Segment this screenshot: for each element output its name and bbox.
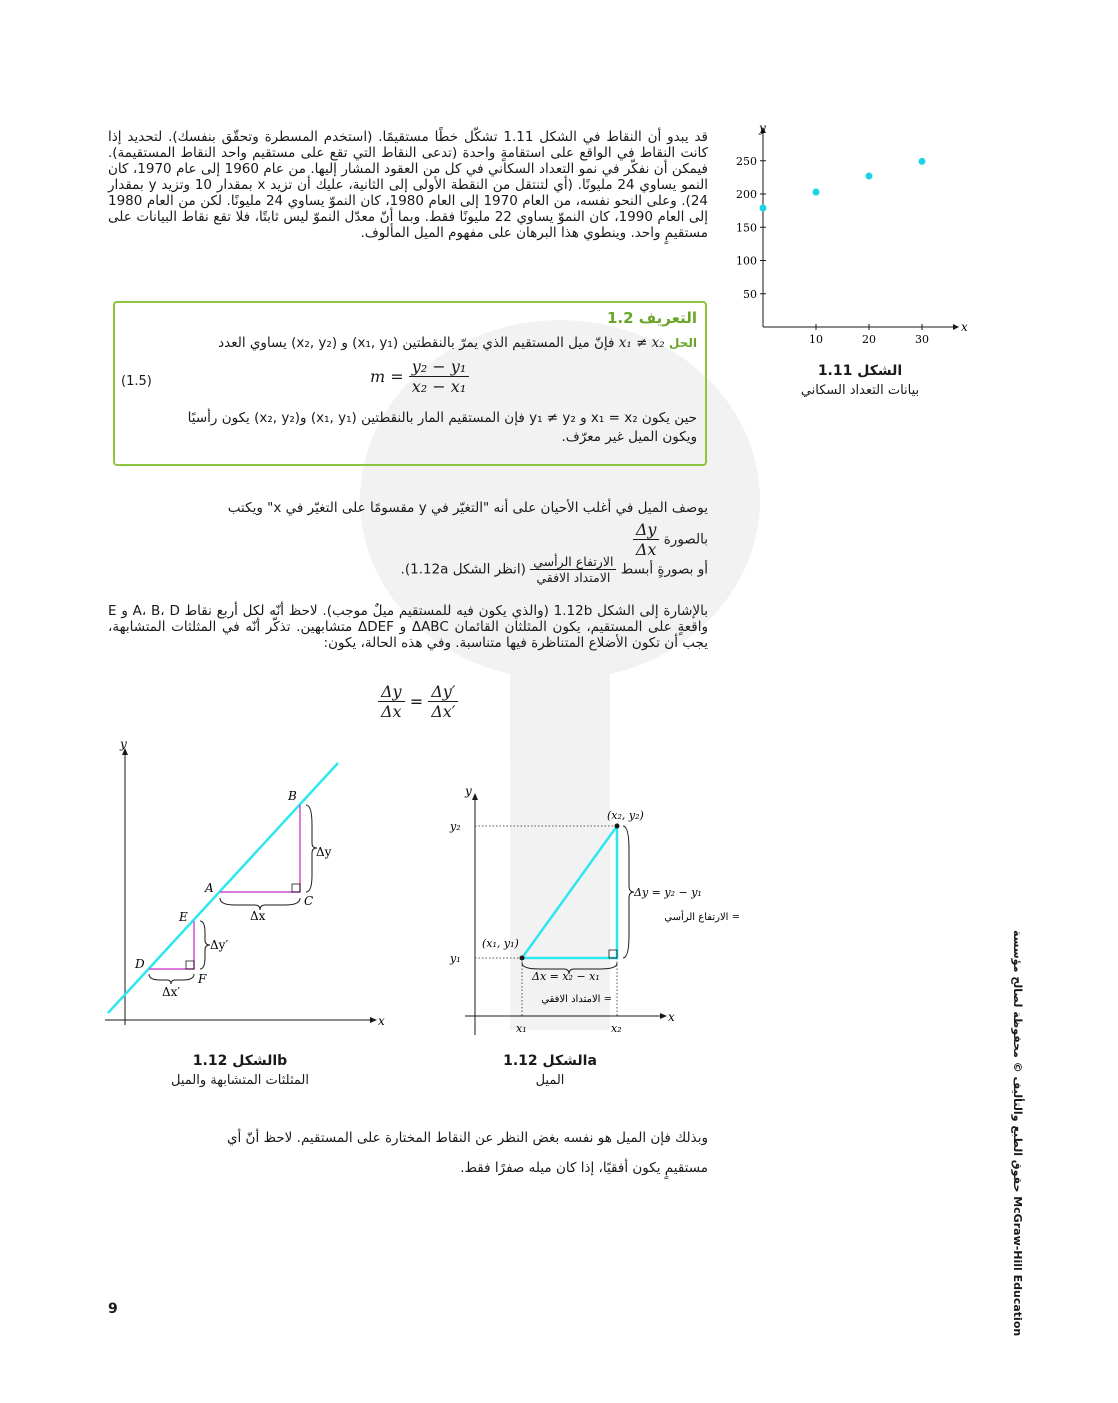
y-tick-label: 50 [743, 287, 757, 301]
run-equation: = الامتداد الافقي [541, 994, 612, 1005]
slope-line-3-suffix: (انظر الشكل 1.12a). [400, 561, 526, 578]
slope-line-3-prefix: أو بصورةٍ أبسط [620, 561, 708, 578]
label-d: D [135, 957, 145, 971]
dy-label: Δy = y₂ − y₁ [634, 886, 702, 899]
data-point [760, 204, 767, 211]
equation-numerator: y₂ − y₁ [409, 357, 469, 377]
side-copyright [1010, 930, 1024, 1350]
figure-1-12b-diagram [100, 735, 400, 1045]
page-number: 9 [108, 1301, 118, 1317]
figure-1-12a-subtitle: الميل [535, 1073, 565, 1088]
x-axis-label: x [378, 1014, 385, 1028]
label-dx: Δx [250, 909, 266, 923]
slope-triangle [522, 826, 617, 958]
figure-1-11-title: الشكل 1.11 [817, 363, 903, 379]
x-axis-arrow [370, 1017, 377, 1023]
label-dy: Δy [316, 845, 332, 859]
definition-line-3: حين يكون x₁ = x₂ و y₁ ≠ y₂ فإن المستقيم المار بالنقطتين (x₁, y₁) و(x₂, y₂) يكون رأسيًا [187, 410, 697, 426]
side-copyright-text: حقوق الطبع والتأليف © محفوظة لصالح مؤسسة McGraw-Hill Education [1011, 930, 1024, 1337]
definition-label: الحل [669, 336, 697, 350]
dx-label: Δx = x₂ − x₁ [532, 970, 600, 983]
delta-x: Δx [635, 540, 657, 559]
figure-1-11-subtitle: بيانات التعداد السكاني [800, 383, 920, 398]
x-axis-label: x [668, 1010, 675, 1024]
data-point [866, 173, 873, 180]
equation-lhs: m = [370, 367, 404, 386]
definition-text-1: فإنّ ميل المستقيم الذي يمرّ بالنقطتين (x₁, y₁) و (x₂, y₂) يساوي العدد [218, 335, 615, 351]
definition-title: التعريف 1.2 [607, 309, 697, 327]
ratio-left-den: Δx [381, 702, 402, 721]
dy-brace [623, 826, 634, 958]
similar-triangles-paragraph: بالإشارة إلى الشكل 1.12b (والذي يكون فيه للمستقيم ميلٌ موجب). لاحظ أنّه لكل أربع نقاط A، B، D و E واقعةٍ على المستقيم، يكون المثلثان القائمان ΔABC و ΔDEF متشابهين. تذكّر أنّه في المثلثات المتشابهة، يجب أن تكون الأضلاع المتناظرة فيها متناسبة. وفي هذه الحالة، يكون: [108, 603, 708, 651]
data-point [919, 158, 926, 165]
point-1 [520, 956, 525, 961]
intro-paragraph: قد يبدو أن النقاط في الشكل 1.11 تشكّل خطًا مستقيمًا. (استخدم المسطرة وتحقّق بنفسك). لتحديد إذا كانت النقاط في الواقع على استقامةٍ واحدة (تدعى النقاط التي تقع على مستقيم واحد النقاط المستقيمة). فيمكن أن نفكّر في نمو التعداد السكاني في كل من العقود المشار إليها. من عام 1960 إلى عام 1970، كان النمو يساوي 24 مليونًا. (أي لتنتقل من النقطة الأولى إلى الثانية، عليك أن تزيد x بمقدار 10 وتزيد y بمقدار 24). وعلى النحو نفسه، من العام 1970 إلى العام 1980، كان النموّ يساوي 24 مليونًا. لكن من العام 1980 إلى العام 1990، كان النموّ يساوي 22 مليونًا فقط. وبما أنّ معدّل النموّ ليس ثابتًا، فلا تقع نقاط البيانات على مستقيمٍ واحد. وينطوي هذا البرهان على مفهوم الميل المألوف. [108, 129, 708, 241]
point-2-label: (x₂, y₂) [607, 809, 644, 822]
figure-1-12b-subtitle: المثلثات المتشابهة والميل [171, 1073, 309, 1088]
figure-1-11-chart [725, 115, 968, 355]
definition-condition: x₁ ≠ x₂ [618, 335, 665, 351]
ratio-right-num: Δy′ [428, 682, 458, 702]
ratio-left-num: Δy [378, 682, 405, 702]
label-c: C [304, 894, 314, 908]
equation-denominator: x₂ − x₁ [411, 377, 467, 396]
x-axis-arrow [660, 1013, 667, 1019]
run-label: الامتداد الافقي [536, 570, 611, 585]
y-tick-label: 200 [736, 188, 757, 201]
dy-prime-brace [200, 921, 210, 969]
point-2 [615, 824, 620, 829]
y-axis-label: y [759, 121, 766, 135]
point-1-label: (x₁, y₁) [482, 937, 519, 950]
y-axis-arrow [472, 793, 478, 800]
slope-line-3 [401, 554, 708, 585]
label-e: E [179, 910, 188, 924]
x-tick-label: 20 [862, 333, 876, 346]
closing-line-1: وبذلك فإن الميل هو نفسه بغض النظر عن النقاط المختارة على المستقيم. لاحظ أنّ أي [226, 1130, 708, 1146]
slope-line [108, 763, 338, 1013]
figure-1-12a-title: الشكل 1.12a [503, 1053, 597, 1069]
y1-label: y₁ [450, 952, 461, 965]
right-angle-f [186, 961, 194, 969]
rise-equation: = الارتفاع الرأسي [664, 912, 740, 923]
label-f: F [198, 972, 207, 986]
x-axis-arrow [953, 324, 959, 330]
slope-line-1: يوصف الميل في أغلب الأحيان على أنه "التغيّر في y مقسومًا على التغيّر في x" ويكتب [227, 500, 708, 516]
definition-line-4: ويكون الميل غير معرّف. [561, 429, 697, 445]
label-a: A [205, 881, 214, 895]
x-tick-label: 30 [915, 333, 929, 346]
ratio-right-den: Δx′ [431, 702, 456, 721]
equation-number: (1.5) [121, 374, 152, 389]
definition-line-1 [218, 335, 697, 351]
x-tick-label: 10 [809, 333, 823, 346]
right-angle-c [292, 884, 300, 892]
data-point [813, 189, 820, 196]
closing-line-2: مستقيمٍ يكون أفقيًا، إذا كان ميله صفرًا فقط. [460, 1160, 708, 1176]
y-axis-label: y [120, 737, 127, 751]
y-tick-label: 250 [736, 154, 757, 168]
x2-label: x₂ [611, 1022, 622, 1035]
dx-prime-brace [149, 974, 194, 984]
label-b: B [288, 789, 297, 803]
definition-box [113, 301, 707, 466]
slope-line-2-prefix: بالصورة [663, 531, 708, 548]
label-dx-prime: Δx′ [162, 985, 181, 999]
ratio-equals: = [409, 692, 424, 711]
y-tick-label: 100 [736, 254, 757, 268]
y2-label: y₂ [450, 820, 461, 833]
x1-label: x₁ [516, 1022, 527, 1035]
y-axis-label: y [465, 784, 472, 798]
rise-label: الارتفاع الرأسي [530, 554, 616, 570]
y-tick-label: 150 [736, 221, 757, 235]
label-dy-prime: Δy′ [210, 938, 229, 952]
ratio-equation [378, 682, 458, 721]
slope-equation [370, 357, 469, 396]
figure-1-12b-title: الشكل 1.12b [192, 1053, 288, 1069]
delta-y: Δy [633, 520, 660, 540]
x-axis-label: x [961, 320, 968, 334]
figure-1-12a-diagram [440, 780, 740, 1045]
